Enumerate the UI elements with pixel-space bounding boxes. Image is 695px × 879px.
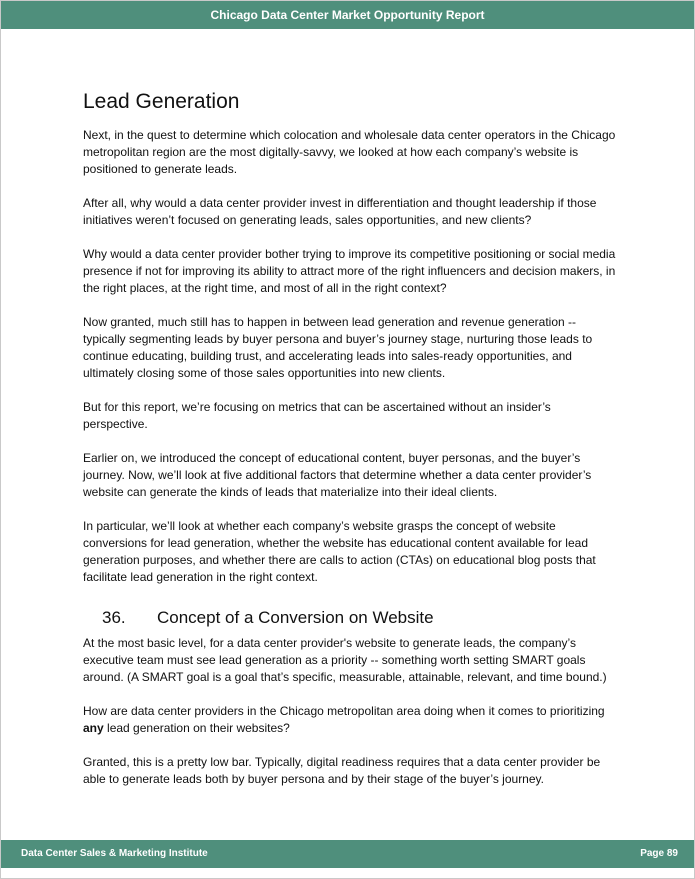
subsection-title: Concept of a Conversion on Website: [157, 608, 434, 627]
section-heading: Lead Generation: [83, 90, 240, 113]
report-footer: [1, 840, 694, 868]
paragraph: Granted, this is a pretty low bar. Typically, digital readiness requires that a data center provider be able to generate leads both by buyer persona and by their stage of the buyer’s journey.: [83, 755, 601, 786]
page-content: [83, 88, 616, 788]
paragraph: [83, 703, 616, 737]
page-number: Page 89: [640, 848, 678, 859]
footer-organization: Data Center Sales & Marketing Institute: [21, 848, 208, 859]
paragraph: But for this report, we’re focusing on metrics that can be ascertained without an insider’s perspective.: [83, 400, 551, 431]
subsection-number: 36.: [102, 608, 126, 627]
paragraph: Why would a data center provider bother trying to improve its competitive positioning or social media presence if not for improving its ability to attract more of the right influencers and decision makers, in the right places, at the right time, and most of all in the right context?: [83, 247, 616, 295]
subsection-heading: [83, 607, 616, 629]
paragraph: Earlier on, we introduced the concept of educational content, buyer personas, and the buyer’s journey. Now, we’ll look at five additional factors that determine whether a data center provider’s website can generate the kinds of leads that materialize into their ideal clients.: [83, 451, 592, 499]
emphasis-text: any: [83, 721, 104, 735]
paragraph-text: lead generation on their websites?: [103, 721, 290, 735]
paragraph: After all, why would a data center provider invest in differentiation and thought leadership if those initiatives weren’t focused on generating leads, sales opportunities, and new clients?: [83, 196, 597, 227]
paragraph: In particular, we’ll look at whether each company’s website grasps the concept of website conversions for lead generation, whether the website has educational content available for lead generation purposes, and whether there are calls to action (CTAs) on educational blog posts that facilitate lead generation in the right context.: [83, 519, 596, 584]
report-title: Chicago Data Center Market Opportunity Report: [210, 8, 485, 22]
report-header: [1, 1, 694, 29]
paragraph-text: How are data center providers in the Chicago metropolitan area doing when it comes to prioritizing: [83, 704, 605, 718]
paragraph: At the most basic level, for a data center provider's website to generate leads, the company’s executive team must see lead generation as a priority -- something worth setting SMART goals around. (A SMART goal is a goal that’s specific, measurable, attainable, relevant, and time bound.): [83, 636, 607, 684]
paragraph: Now granted, much still has to happen in between lead generation and revenue generation -- typically segmenting leads by buyer persona and buyer’s journey stage, nurturing those leads to continue educating, building trust, and accelerating leads into sales-ready opportunities, and ultimately closing some of those sales opportunities into new clients.: [83, 315, 593, 380]
paragraph: Next, in the quest to determine which colocation and wholesale data center operators in the Chicago metropolitan region are the most digitally-savvy, we looked at how each company’s website is positioned to generate leads.: [83, 128, 616, 176]
